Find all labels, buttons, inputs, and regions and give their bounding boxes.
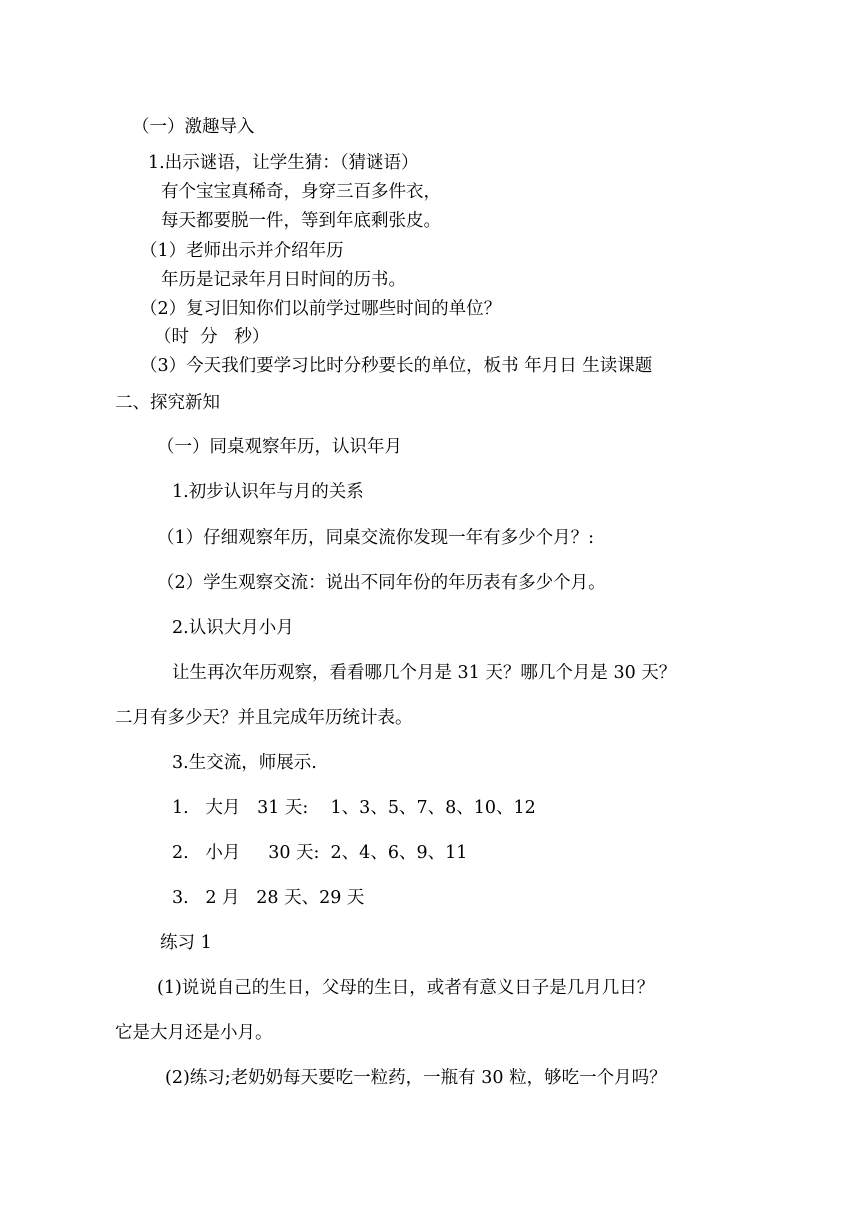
step-1-item-1: （1）仔细观察年历，同桌交流你发现一年有多少个月？: [157, 528, 595, 548]
exercise-title: 练习 1 [160, 933, 212, 953]
intro-item-2-answer: （时 分 秒） [154, 327, 270, 347]
riddle-intro: 1.出示谜语，让学生猜：（猜谜语） [148, 153, 419, 173]
intro-item-1: （1）老师出示并介绍年历 [140, 241, 344, 261]
step-2-text-line-1: 让生再次年历观察，看看哪几个月是 31 天？哪几个月是 30 天？ [172, 663, 677, 683]
exercise-1-line-1: (1)说说自己的生日，父母的生日，或者有意义日子是几月几日？ [157, 978, 655, 998]
step-2-text-line-2: 二月有多少天？并且完成年历统计表。 [115, 708, 413, 728]
section-heading-intro: （一）激趣导入 [132, 117, 255, 137]
intro-item-2: （2）复习旧知你们以前学过哪些时间的单位？ [140, 299, 502, 319]
step-1-title: 1.初步认识年与月的关系 [172, 482, 364, 502]
exercise-2: (2)练习;老奶奶每天要吃一粒药，一瓶有 30 粒，够吃一个月吗？ [165, 1068, 667, 1088]
list-item: 3. 2 月 28 天、29 天 [172, 888, 365, 908]
intro-item-1-text: 年历是记录年月日时间的历书。 [161, 270, 406, 290]
riddle-line-1: 有个宝宝真稀奇，身穿三百多件衣， [161, 182, 441, 202]
riddle-line-2: 每天都要脱一件，等到年底剩张皮。 [161, 211, 441, 231]
step-1-item-2: （2）学生观察交流：说出不同年份的年历表有多少个月。 [157, 573, 606, 593]
exercise-1-line-2: 它是大月还是小月。 [115, 1023, 273, 1043]
subsection-heading: （一）同桌观察年历，认识年月 [157, 437, 402, 457]
step-3-title: 3.生交流，师展示. [172, 753, 317, 773]
list-item: 2. 小月 30 天: 2、4、6、9、11 [172, 843, 468, 863]
step-2-title: 2.认识大月小月 [172, 618, 294, 638]
section-heading-explore: 二、探究新知 [115, 393, 220, 413]
list-item: 1. 大月 31 天: 1、3、5、7、8、10、12 [172, 798, 536, 818]
intro-item-3: （3）今天我们要学习比时分秒要长的单位，板书 年月日 生读课题 [140, 356, 653, 376]
